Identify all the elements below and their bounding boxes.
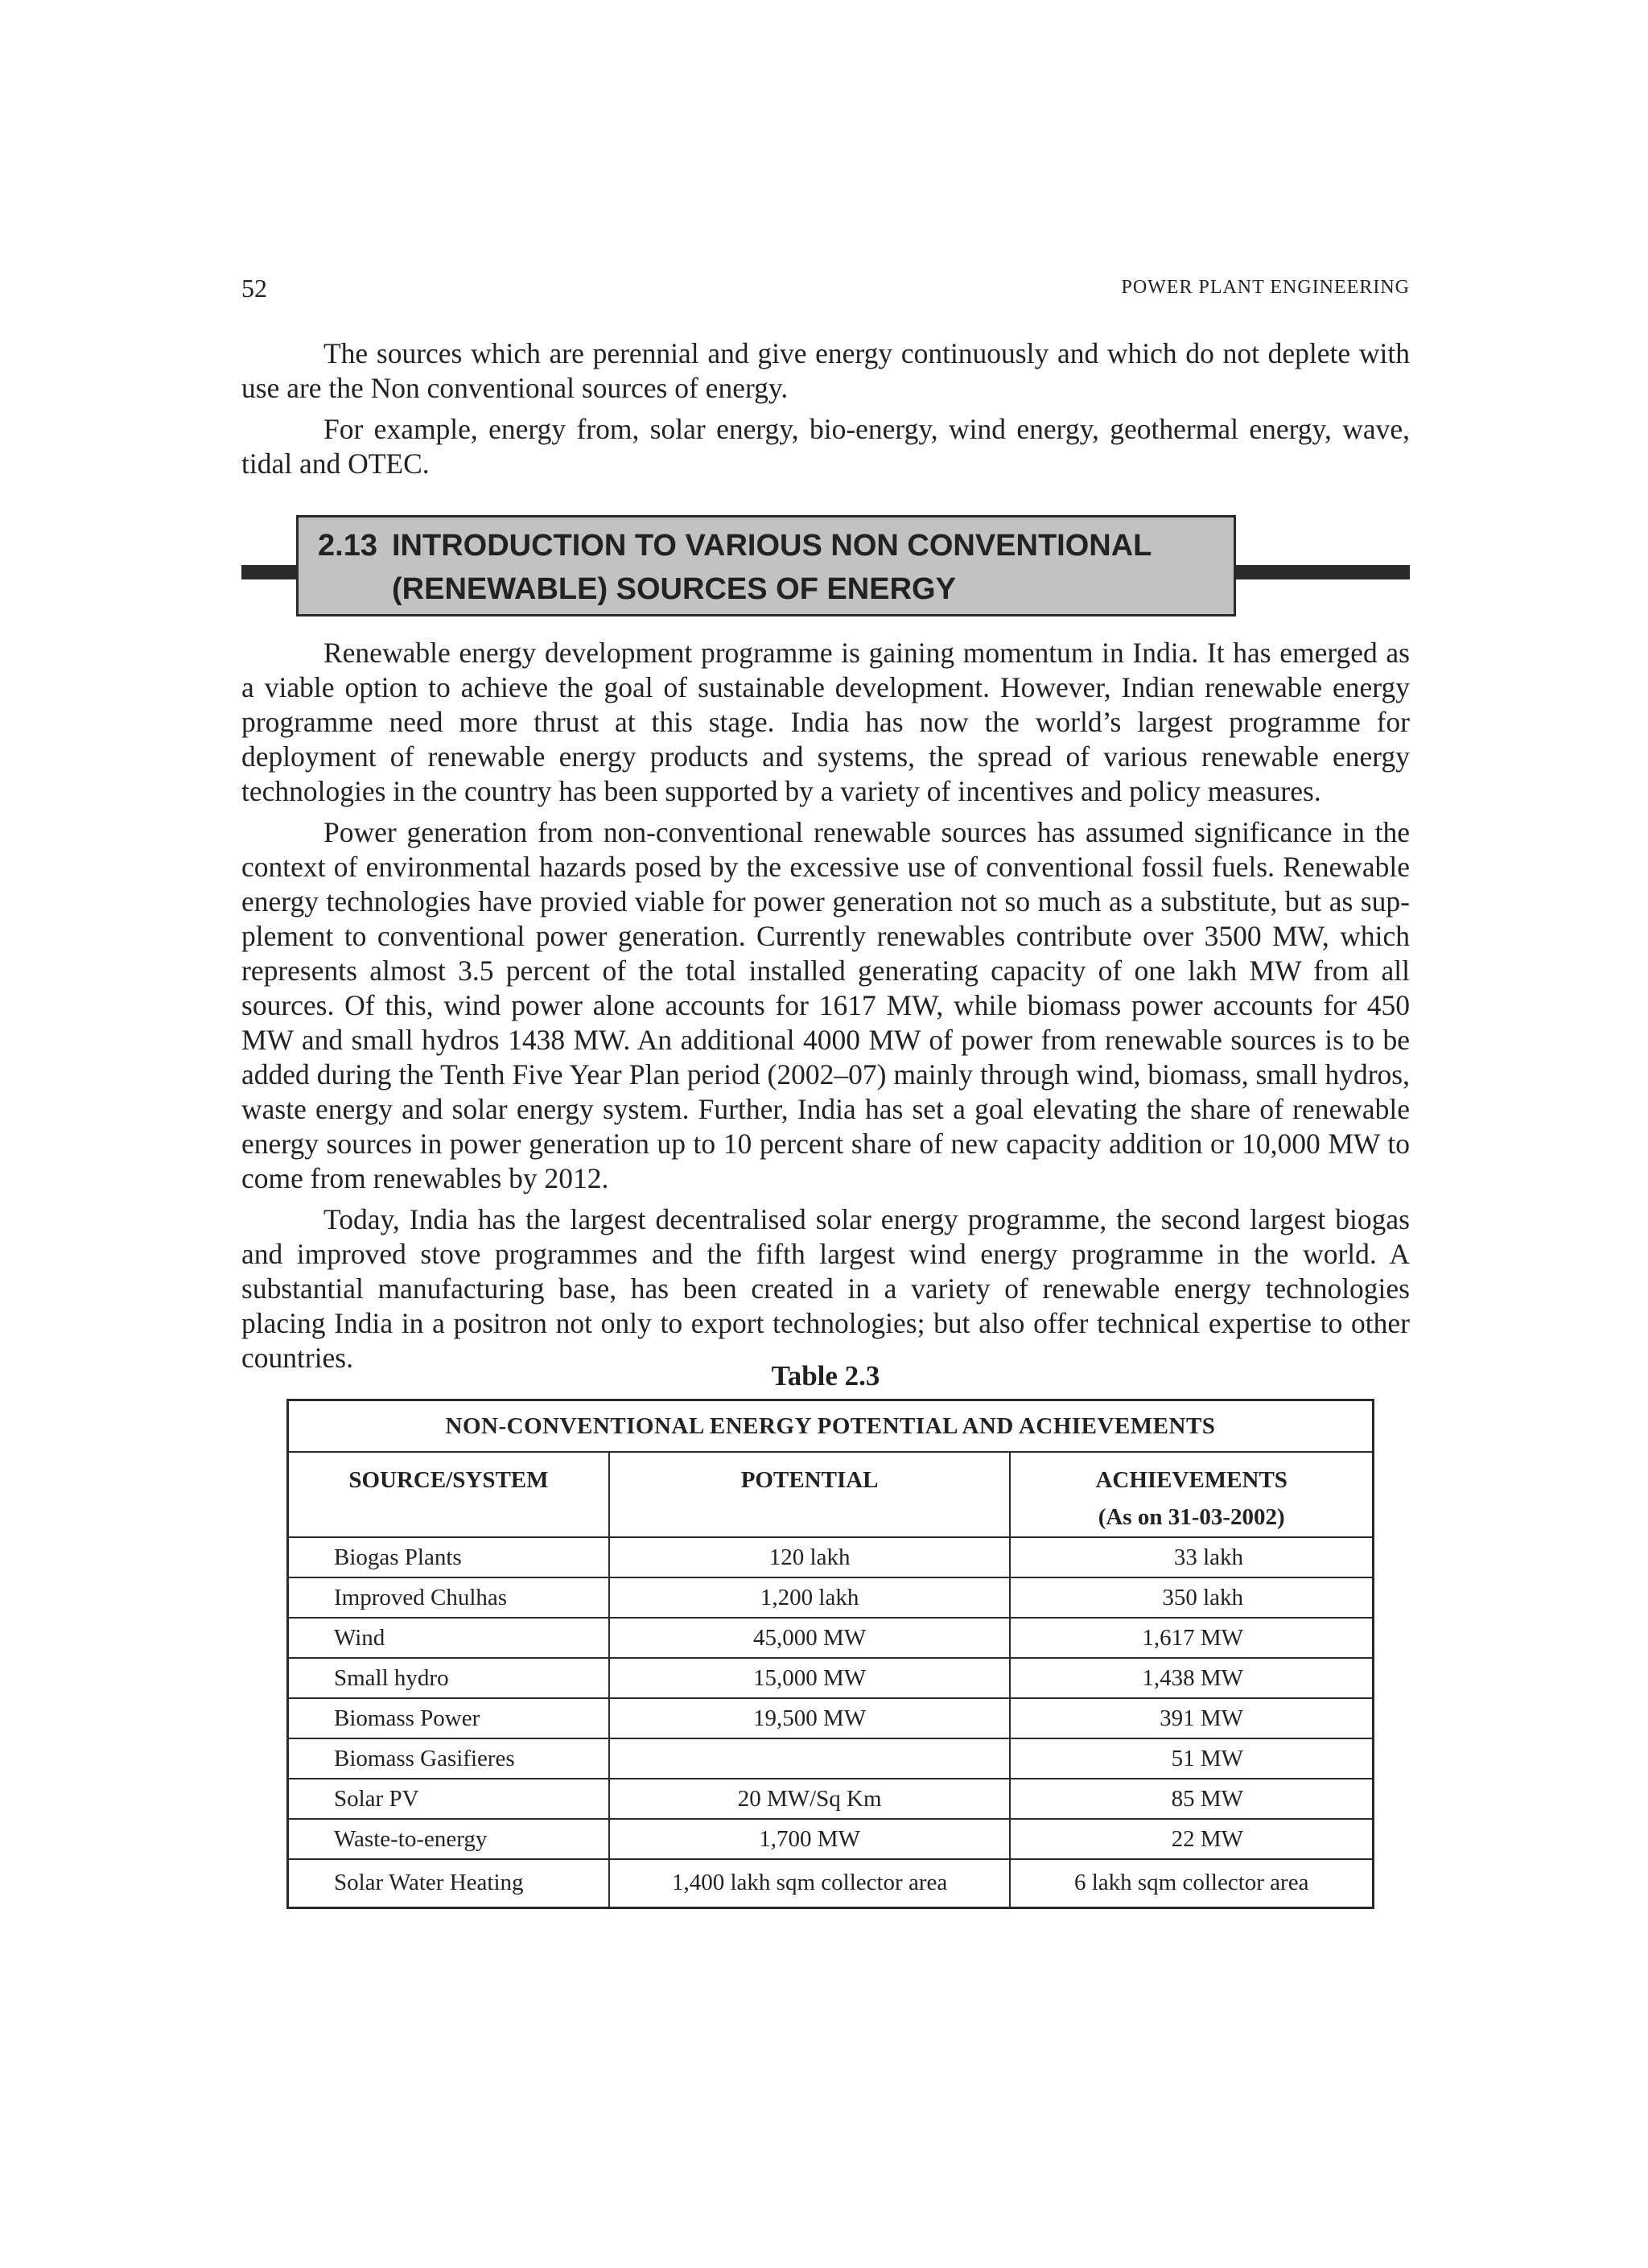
cell-achievement: 6 lakh sqm collector area <box>1010 1859 1373 1907</box>
cell-source: Biomass Power <box>288 1698 609 1738</box>
header-achievements-note: (As on 31-03-2002) <box>1098 1504 1285 1530</box>
cell-potential: 20 MW/Sq Km <box>609 1779 1011 1819</box>
book-title: POWER PLANT ENGINEERING <box>1121 277 1410 298</box>
header-source <box>288 1452 609 1537</box>
cell-source: Wind <box>288 1618 609 1658</box>
cell-source: Biogas Plants <box>288 1537 609 1577</box>
paragraph: Power generation from non-conventional renewable sources has assumed significance in the context of environmental hazards posed by the excessive use of conventional fossil fuels. Renewable energy technologies have provied viable for power generation not so much as a substitute, but as supplement to conventional power generation. Currently renewables contribute over 3500 MW, which represents almost 3.5 percent of the total installed generating capacity of one lakh MW from all sources. Of this, wind power alone accounts for 1617 MW, while biomass power accounts for 450 MW and small hydros 1438 MW. An additional 4000 MW of power from renewable sources is to be added during the Tenth Five Year Plan period (2002–07) mainly through wind, biomass, small hydros, waste energy and solar energy system. Further, India has set a goal elevating the share of renewable energy sources in power generation up to 10 percent share of new capacity addition or 10,000 MW to come from renewables by 2012. <box>241 816 1410 1194</box>
cell-achievement: 1,438 MW <box>1010 1658 1373 1698</box>
cell-potential: 15,000 MW <box>609 1658 1011 1698</box>
cell-source: Biomass Gasifieres <box>288 1738 609 1779</box>
cell-achievement: 1,617 MW <box>1010 1618 1373 1658</box>
cell-achievement: 51 MW <box>1010 1738 1373 1779</box>
header-potential-label: POTENTIAL <box>740 1467 879 1493</box>
cell-achievement: 22 MW <box>1010 1819 1373 1859</box>
section-heading <box>241 515 1410 620</box>
table-row <box>288 1577 1374 1618</box>
cell-potential <box>609 1738 1011 1779</box>
heading-box <box>296 515 1236 616</box>
section-title-line1: INTRODUCTION TO VARIOUS NON CONVENTIONAL <box>392 529 1152 563</box>
paragraph: Renewable energy development programme is gaining momentum in India. It has emerged as a viable option to achieve the goal of sustainable development. However, Indian renewable energy programme need more thrust at this stage. India has now the world’s largest programme for deployment of renewable energy products and systems, the spread of various renewable energy technologies in the country has been supported by a variety of incentives and policy measures. <box>241 637 1410 807</box>
intro-text <box>241 336 1410 481</box>
table-row <box>288 1859 1374 1907</box>
energy-table <box>286 1399 1374 1909</box>
table-title: NON-CONVENTIONAL ENERGY POTENTIAL AND ACHIEVEMENTS <box>288 1400 1374 1453</box>
table-row <box>288 1618 1374 1658</box>
cell-potential: 1,400 lakh sqm collector area <box>609 1859 1011 1907</box>
cell-potential: 1,200 lakh <box>609 1577 1011 1618</box>
running-head <box>241 274 1410 306</box>
body-text <box>241 636 1410 1375</box>
cell-potential: 1,700 MW <box>609 1819 1011 1859</box>
paragraph: For example, energy from, solar energy, bio-energy, wind energy, geothermal energy, wave, tidal and OTEC. <box>241 413 1410 480</box>
header-potential <box>609 1452 1011 1537</box>
cell-source: Solar PV <box>288 1779 609 1819</box>
table-row <box>288 1819 1374 1859</box>
table-row <box>288 1738 1374 1779</box>
table-row <box>288 1658 1374 1698</box>
table-row <box>288 1698 1374 1738</box>
cell-potential: 19,500 MW <box>609 1698 1011 1738</box>
cell-source: Solar Water Heating <box>288 1859 609 1907</box>
cell-achievement: 391 MW <box>1010 1698 1373 1738</box>
cell-source: Waste-to-energy <box>288 1819 609 1859</box>
table-row <box>288 1537 1374 1577</box>
cell-achievement: 350 lakh <box>1010 1577 1373 1618</box>
cell-potential: 120 lakh <box>609 1537 1011 1577</box>
cell-source: Small hydro <box>288 1658 609 1698</box>
paragraph: The sources which are perennial and give energy continuously and which do not deplete with use are the Non conventional sources of energy. <box>241 337 1410 404</box>
table-row <box>288 1779 1374 1819</box>
section-number: 2.13 <box>318 529 377 563</box>
section-title-line2: (RENEWABLE) SOURCES OF ENERGY <box>392 572 956 606</box>
table-caption: Table 2.3 <box>771 1360 880 1392</box>
header-achievements <box>1010 1452 1373 1537</box>
cell-achievement: 33 lakh <box>1010 1537 1373 1577</box>
page-number: 52 <box>241 274 267 303</box>
cell-potential: 45,000 MW <box>609 1618 1011 1658</box>
paragraph: Today, India has the largest decentralised solar energy programme, the second largest biogas and improved stove programmes and the fifth largest wind energy programme in the world. A substantial manufacturing base, has been created in a variety of renewable energy technologies placing India in a positron not only to export technologies; but also offer technical expertise to other countries. <box>241 1203 1410 1374</box>
header-source-label: SOURCE/SYSTEM <box>348 1467 549 1493</box>
header-achievements-label: ACHIEVEMENTS <box>1095 1467 1288 1493</box>
cell-achievement: 85 MW <box>1010 1779 1373 1819</box>
cell-source: Improved Chulhas <box>288 1577 609 1618</box>
